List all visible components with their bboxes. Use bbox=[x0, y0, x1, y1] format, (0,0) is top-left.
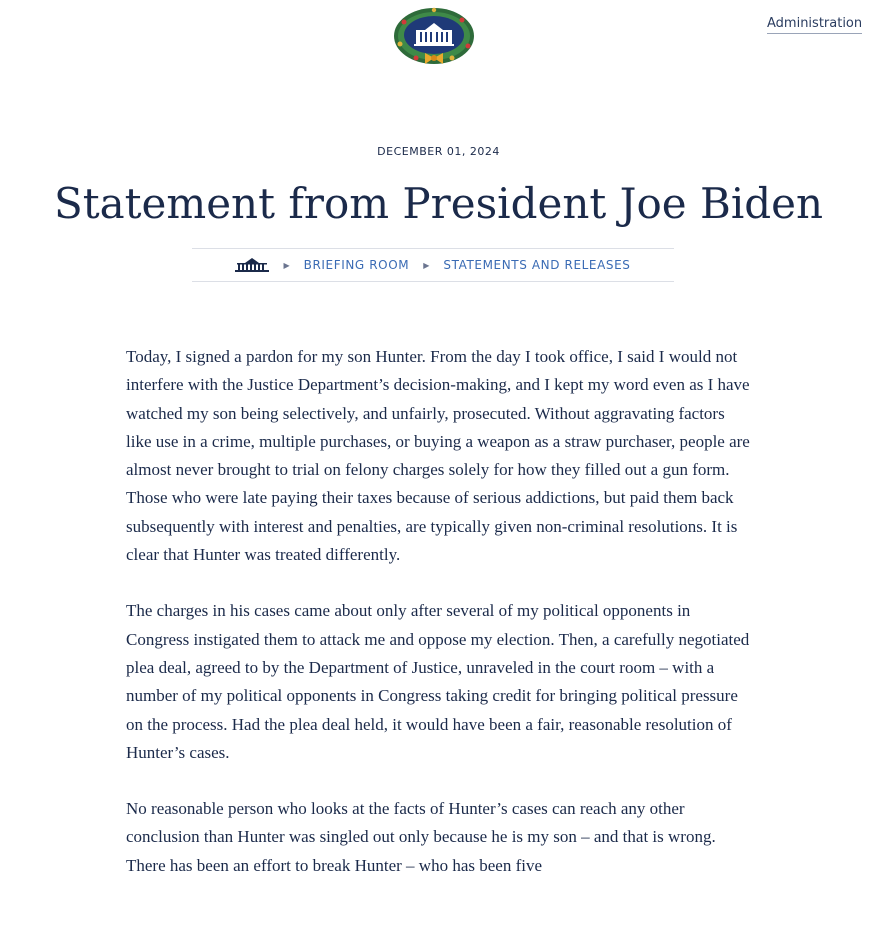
page-title: Statement from President Joe Biden bbox=[53, 179, 824, 228]
article-body bbox=[126, 343, 751, 908]
caret-right-icon: ▶ bbox=[283, 260, 290, 270]
white-house-icon[interactable] bbox=[235, 258, 269, 272]
breadcrumb-briefing-room[interactable]: BRIEFING ROOM bbox=[303, 258, 410, 272]
white-house-wreath-logo[interactable] bbox=[392, 6, 476, 68]
article-paragraph: The charges in his cases came about only after several of my political opponents in Congress instigated them to attack me and oppose my election. Then, a carefully negotiated plea deal, agreed to by the Department of Justice, unraveled in the court room – with a number of my political opponents in Congress taking credit for bringing political pressure on the process. Had the plea deal held, it would have been a fair, reasonable resolution of Hunter’s cases. bbox=[126, 601, 750, 762]
caret-right-icon: ▶ bbox=[423, 260, 430, 270]
article-paragraph: Today, I signed a pardon for my son Hunter. From the day I took office, I said I would not interfere with the Justice Department’s decision-making, and I kept my word even as I have watched my son being selectively, and unfairly, prosecuted. Without aggravating factors like use in a crime, multiple purchases, or buying a weapon as a straw purchaser, people are almost never brought to trial on felony charges solely for how they filled out a gun form. Those who were late paying their taxes because of serious addictions, but paid them back subsequently with interest and penalties, are typically given non-criminal resolutions. It is clear that Hunter was treated differently. bbox=[126, 347, 750, 565]
article-paragraph: No reasonable person who looks at the facts of Hunter’s cases can reach any other conclusion than Hunter was singled out only because he is my son – and that is wrong. There has been an effort to break Hunter – who has been five bbox=[126, 799, 716, 875]
publish-date: DECEMBER 01, 2024 bbox=[377, 145, 500, 158]
administration-link[interactable]: Administration bbox=[767, 16, 862, 34]
breadcrumb-statements-and-releases[interactable]: STATEMENTS AND RELEASES bbox=[443, 258, 631, 272]
breadcrumb bbox=[192, 248, 674, 282]
